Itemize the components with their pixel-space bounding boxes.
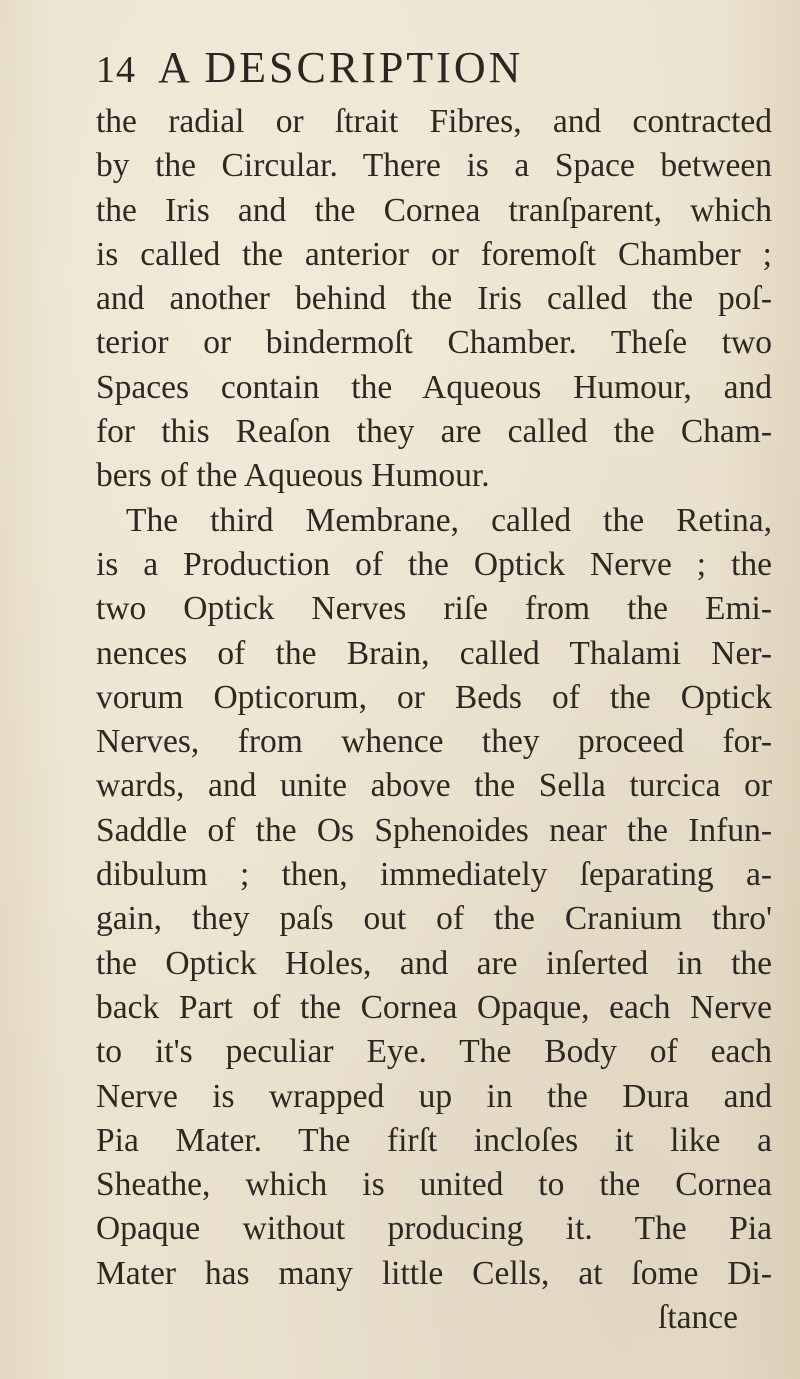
- text-line: Nerves, from whence they proceed for-: [96, 723, 772, 761]
- text-line: The third Membrane, called the Retina,: [126, 501, 772, 539]
- catchword: ſtance: [658, 1299, 738, 1337]
- text-line: Mater has many little Cells, at ſome Di-: [96, 1254, 772, 1292]
- text-line: by the Circular. There is a Space between: [96, 147, 772, 185]
- text-line: Opaque without producing it. The Pia: [96, 1210, 772, 1248]
- text-line: two Optick Nerves riſe from the Emi-: [96, 590, 772, 628]
- text-line: Spaces contain the Aqueous Humour, and: [96, 368, 772, 406]
- text-line: wards, and unite above the Sella turcica or: [96, 767, 772, 805]
- text-line: and another behind the Iris called the poſ-: [96, 280, 772, 318]
- text-line: the radial or ſtrait Fibres, and contracted: [96, 103, 772, 140]
- text-line: back Part of the Cornea Opaque, each Nerve: [96, 988, 772, 1026]
- text-line: is a Production of the Optick Nerve ; the: [96, 545, 772, 583]
- text-line: terior or bindermoſt Chamber. Theſe two: [96, 324, 772, 362]
- text-line: gain, they paſs out of the Cranium thro': [96, 900, 772, 938]
- text-line: vorum Opticorum, or Beds of the Optick: [96, 678, 772, 716]
- text-line: for this Reaſon they are called the Cham-: [96, 413, 772, 451]
- text-line: to it's peculiar Eye. The Body of each: [96, 1033, 772, 1071]
- page-number: 14: [96, 49, 136, 91]
- text-line: is called the anterior or foremoſt Chamber ;: [96, 235, 772, 273]
- running-head-title: A DESCRIPTION: [158, 43, 524, 92]
- text-line: the Iris and the Cornea tranſparent, which: [96, 191, 772, 229]
- text-line: nences of the Brain, called Thalami Ner-: [96, 634, 772, 672]
- text-line: dibulum ; then, immediately ſeparating a-: [96, 856, 772, 894]
- body-text: [96, 100, 772, 1340]
- running-head: [96, 42, 523, 93]
- text-line: the Optick Holes, and are inſerted in the: [96, 944, 772, 982]
- text-line: bers of the Aqueous Humour.: [96, 457, 490, 495]
- text-line: Sheathe, which is united to the Cornea: [96, 1166, 772, 1204]
- text-line: Nerve is wrapped up in the Dura and: [96, 1077, 772, 1115]
- text-line: Saddle of the Os Sphenoides near the Infun-: [96, 811, 772, 849]
- text-line: Pia Mater. The firſt incloſes it like a: [96, 1121, 772, 1159]
